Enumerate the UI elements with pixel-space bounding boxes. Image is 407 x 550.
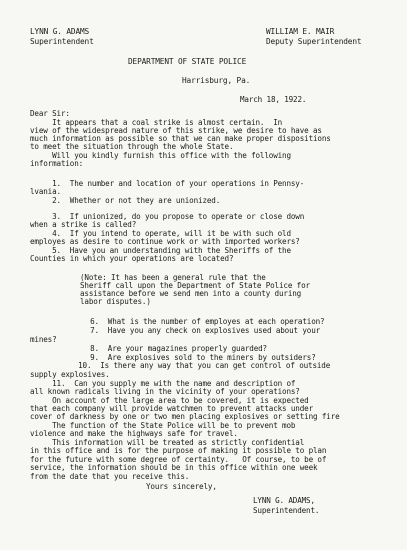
question-line: The function of the State Police will be to prevent mob: [30, 421, 296, 430]
question-line: supply explosives.: [30, 370, 110, 379]
intro-line: information:: [30, 159, 84, 168]
note-line: (Note: It has been a general rule that the: [80, 273, 266, 282]
question-line: 8. Are your magazines properly guarded?: [68, 344, 267, 353]
intro-line: view of the widespread nature of this strike, we desire to have as: [30, 126, 322, 135]
left-name: LYNN G. ADAMS: [30, 27, 90, 36]
question-line: all known radicals living in the vicinity of your operations?: [30, 387, 300, 396]
department-heading: DEPARTMENT OF STATE POLICE: [128, 57, 247, 66]
question-line: 3. If unionized, do you propose to operate or close down: [30, 212, 305, 221]
closing: Yours sincerely,: [146, 482, 217, 491]
city-line: Harrisburg, Pa.: [182, 76, 251, 85]
question-line: 1. The number and location of your operations in Pennsy-: [30, 179, 305, 188]
question-line: mines?: [30, 335, 57, 344]
question-line: lvania.: [30, 187, 61, 196]
question-line: employes as desire to continue work or with imported workers?: [30, 237, 300, 246]
signature-name: LYNN G. ADAMS,: [253, 496, 315, 505]
left-title: Superintendent: [30, 37, 94, 46]
question-line: from the date that you receive this.: [30, 472, 190, 481]
question-line: 7. Have you any check on explosives used about your: [68, 326, 321, 335]
question-line: for the future with some degree of certainty. Of course, to be of: [30, 455, 327, 464]
question-line: service, the information should be in this office within one week: [30, 463, 318, 472]
question-line: 4. If you intend to operate, will it be with such old: [30, 229, 291, 238]
salutation: Dear Sir:: [30, 109, 70, 118]
question-line: 6. What is the number of employes at each operation?: [68, 317, 325, 326]
question-line: that each company will provide watchmen to prevent attacks under: [30, 404, 313, 413]
right-name: WILLIAM E. MAIR: [266, 27, 335, 36]
signature-title: Superintendent.: [253, 506, 320, 515]
question-line: violence and make the highways safe for travel.: [30, 429, 238, 438]
intro-line: It appears that a coal strike is almost certain. In: [30, 118, 283, 127]
question-line: cover of darkness by one or two men placing explosives or setting fire: [30, 412, 340, 421]
note-line: labor disputes.): [80, 297, 151, 306]
question-line: 2. Whether or not they are unionized.: [30, 196, 221, 205]
question-line: 11. Can you supply me with the name and description of: [30, 379, 296, 388]
intro-line: to meet the situation through the whole State.: [30, 142, 234, 151]
question-line: On account of the large area to be covered, it is expected: [30, 396, 309, 405]
question-line: 5. Have you an understanding with the Sheriffs of the: [30, 246, 291, 255]
question-line: in this office and is for the purpose of making it possible to plan: [30, 446, 327, 455]
letter-date: March 18, 1922.: [240, 95, 307, 104]
question-line: 9. Are explosives sold to the miners by outsiders?: [68, 353, 316, 362]
note-line: Sheriff call upon the Department of State Police for: [80, 281, 310, 290]
question-line: 10. Is there any way that you can get control of outside: [56, 361, 331, 370]
note-line: assistance before we send men into a county during: [80, 289, 302, 298]
intro-line: much information as possible so that we can make proper dispositions: [30, 134, 331, 143]
question-line: Counties in which your operations are located?: [30, 254, 234, 263]
intro-line: Will you kindly furnish this office with the following: [30, 151, 291, 160]
question-line: when a strike is called?: [30, 220, 137, 229]
right-title: Deputy Superintendent: [266, 37, 362, 46]
question-line: This information will be treated as strictly confidential: [30, 438, 305, 447]
